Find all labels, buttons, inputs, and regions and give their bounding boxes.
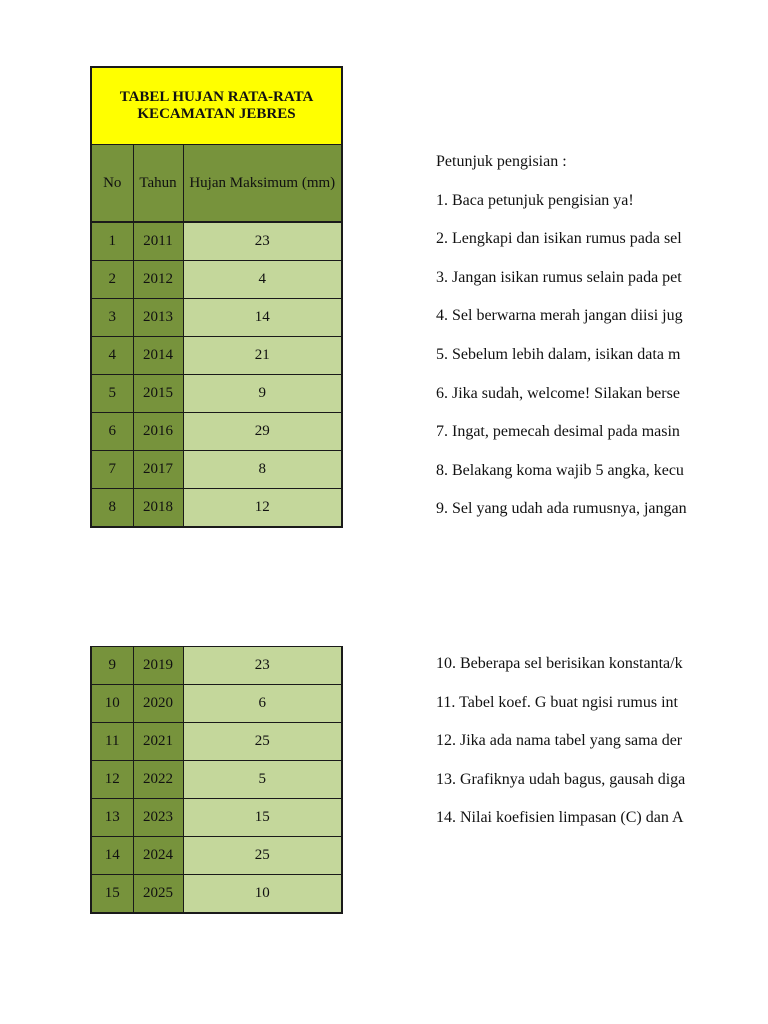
- table-row: [91, 761, 342, 799]
- table-row: [91, 222, 342, 261]
- cell-no[interactable]: 2: [91, 261, 133, 299]
- table-row: [91, 799, 342, 837]
- cell-max-rainfall[interactable]: 29: [183, 413, 342, 451]
- instruction-item: 2. Lengkapi dan isikan rumus pada sel: [436, 230, 682, 248]
- cell-max-rainfall[interactable]: 8: [183, 451, 342, 489]
- instruction-item: 10. Beberapa sel berisikan konstanta/k: [436, 655, 683, 672]
- cell-year[interactable]: 2015: [133, 375, 183, 413]
- cell-year[interactable]: 2017: [133, 451, 183, 489]
- instruction-item: 3. Jangan isikan rumus selain pada pet: [436, 268, 682, 286]
- cell-year[interactable]: 2022: [133, 761, 183, 799]
- cell-no[interactable]: 1: [91, 222, 133, 261]
- cell-year[interactable]: 2011: [133, 222, 183, 261]
- cell-max-rainfall[interactable]: 4: [183, 261, 342, 299]
- instructions-panel: [436, 150, 704, 536]
- cell-year[interactable]: 2014: [133, 337, 183, 375]
- cell-max-rainfall[interactable]: 5: [183, 761, 342, 799]
- cell-max-rainfall[interactable]: 25: [183, 837, 342, 875]
- table-title-line2: KECAMATAN JEBRES: [137, 106, 296, 122]
- cell-max-rainfall[interactable]: 21: [183, 337, 342, 375]
- table-row: [91, 647, 342, 685]
- cell-year[interactable]: 2013: [133, 299, 183, 337]
- table-row: [91, 261, 342, 299]
- table-row: [91, 837, 342, 875]
- instruction-item: 1. Baca petunjuk pengisian ya!: [436, 191, 634, 209]
- cell-year[interactable]: 2021: [133, 723, 183, 761]
- table-row: [91, 489, 342, 528]
- cell-no[interactable]: 15: [91, 875, 133, 914]
- cell-year[interactable]: 2023: [133, 799, 183, 837]
- cell-no[interactable]: 14: [91, 837, 133, 875]
- cell-max-rainfall[interactable]: 15: [183, 799, 342, 837]
- table-row: [91, 723, 342, 761]
- cell-max-rainfall[interactable]: 25: [183, 723, 342, 761]
- cell-max-rainfall[interactable]: 14: [183, 299, 342, 337]
- rainfall-table-top: [90, 66, 343, 528]
- cell-no[interactable]: 5: [91, 375, 133, 413]
- cell-no[interactable]: 6: [91, 413, 133, 451]
- cell-no[interactable]: 4: [91, 337, 133, 375]
- table-row: [91, 685, 342, 723]
- cell-year[interactable]: 2024: [133, 837, 183, 875]
- instruction-item: 12. Jika ada nama tabel yang sama der: [436, 732, 683, 750]
- cell-year[interactable]: 2016: [133, 413, 183, 451]
- instruction-item: 13. Grafiknya udah bagus, gausah diga: [436, 770, 686, 788]
- header-year[interactable]: Tahun: [133, 145, 183, 223]
- cell-year[interactable]: 2012: [133, 261, 183, 299]
- cell-year[interactable]: 2025: [133, 875, 183, 914]
- cell-max-rainfall[interactable]: 9: [183, 375, 342, 413]
- instruction-item: 9. Sel yang udah ada rumusnya, jangan: [436, 500, 687, 518]
- instruction-item: 6. Jika sudah, welcome! Silakan berse: [436, 384, 680, 402]
- cell-no[interactable]: 7: [91, 451, 133, 489]
- cell-year[interactable]: 2020: [133, 685, 183, 723]
- instructions-panel-continued: [436, 652, 704, 845]
- cell-no[interactable]: 13: [91, 799, 133, 837]
- cell-year[interactable]: 2019: [133, 647, 183, 685]
- cell-no[interactable]: 9: [91, 647, 133, 685]
- cell-no[interactable]: 12: [91, 761, 133, 799]
- instructions-heading: Petunjuk pengisian :: [436, 153, 567, 170]
- table-row: [91, 875, 342, 914]
- cell-no[interactable]: 10: [91, 685, 133, 723]
- cell-year[interactable]: 2018: [133, 489, 183, 528]
- instruction-item: 14. Nilai koefisien limpasan (C) dan A: [436, 809, 684, 827]
- table-row: [91, 337, 342, 375]
- table-row: [91, 299, 342, 337]
- instruction-item: 8. Belakang koma wajib 5 angka, kecu: [436, 461, 684, 479]
- instruction-item: 7. Ingat, pemecah desimal pada masin: [436, 423, 680, 441]
- cell-no[interactable]: 8: [91, 489, 133, 528]
- table-title-line1: TABEL HUJAN RATA-RATA: [119, 89, 314, 105]
- table-row: [91, 451, 342, 489]
- cell-max-rainfall[interactable]: 12: [183, 489, 342, 528]
- table-title[interactable]: [91, 67, 342, 145]
- instruction-item: 5. Sebelum lebih dalam, isikan data m: [436, 345, 681, 363]
- cell-max-rainfall[interactable]: 23: [183, 647, 342, 685]
- table-row: [91, 375, 342, 413]
- instruction-item: 11. Tabel koef. G buat ngisi rumus int: [436, 693, 678, 711]
- cell-max-rainfall[interactable]: 10: [183, 875, 342, 914]
- table-row: [91, 413, 342, 451]
- instruction-item: 4. Sel berwarna merah jangan diisi jug: [436, 307, 683, 325]
- cell-no[interactable]: 11: [91, 723, 133, 761]
- rainfall-table-bottom: [90, 646, 343, 914]
- cell-max-rainfall[interactable]: 23: [183, 222, 342, 261]
- header-no[interactable]: No: [91, 145, 133, 223]
- cell-no[interactable]: 3: [91, 299, 133, 337]
- cell-max-rainfall[interactable]: 6: [183, 685, 342, 723]
- header-max-rainfall[interactable]: Hujan Maksimum (mm): [183, 145, 342, 223]
